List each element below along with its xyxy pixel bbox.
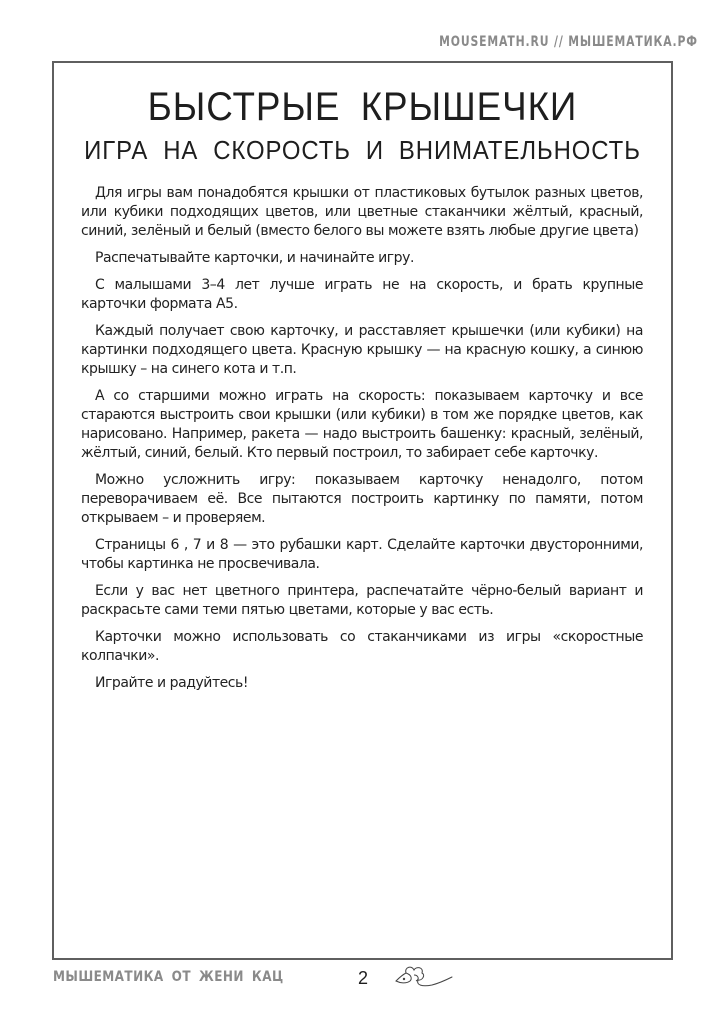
body-text: [81, 184, 643, 701]
paragraph: Каждый получает свою карточку, и расставляет крышечки (или кубики) на картинки подходящего цвета. Красную крышку — на красную кошку, а синюю крышку – на синего кота и т.п.: [81, 323, 643, 377]
paragraph: Если у вас нет цветного принтера, распечатайте чёрно-белый вариант и раскрасьте сами теми пятью цветами, которые у вас есть.: [81, 583, 643, 618]
page-number: 2: [358, 968, 369, 988]
page-title: БЫСТРЫЕ КРЫШЕЧКИ: [147, 85, 578, 129]
paragraph: Для игры вам понадобятся крышки от пластиковых бутылок разных цветов, или кубики подходящих цветов, или цветные стаканчики жёлтый, красный, синий, зелёный и белый (вместо белого вы можете взять любые другие цвета): [81, 185, 643, 239]
paragraph: Распечатывайте карточки, и начинайте игру.: [95, 250, 414, 266]
page-subtitle: ИГРА НА СКОРОСТЬ И ВНИМАТЕЛЬНОСТЬ: [84, 135, 641, 165]
paragraph: А со старшими можно играть на скорость: показываем карточку и все стараются выстроить свои крышки (или кубики) в том же порядке цветов, как нарисовано. Например, ракета — надо выстроить башенку: красный, зелёный, жёлтый, синий, белый. Кто первый построил, то забирает себе карточку.: [81, 388, 643, 461]
paragraph: Можно усложнить игру: показываем карточку ненадолго, потом переворачиваем её. Все пытаются построить картинку по памяти, потом открываем – и проверяем.: [81, 472, 643, 526]
paragraph: С малышами 3–4 лет лучше играть не на скорость, и брать крупные карточки формата А5.: [81, 277, 643, 312]
content-frame: [52, 61, 673, 960]
footer-author: МЫШЕМАТИКА ОТ ЖЕНИ КАЦ: [53, 969, 284, 985]
paragraph: Карточки можно использовать со стаканчиками из игры «скоростные колпачки».: [81, 629, 643, 664]
site-header: MOUSEMATH.RU // МЫШЕМАТИКА.РФ: [439, 34, 698, 50]
paragraph: Страницы 6 , 7 и 8 — это рубашки карт. Сделайте карточки двусторонними, чтобы картинка не просвечивала.: [81, 537, 643, 572]
paragraph: Играйте и радуйтесь!: [95, 675, 249, 691]
mouse-logo-icon: [392, 963, 454, 995]
